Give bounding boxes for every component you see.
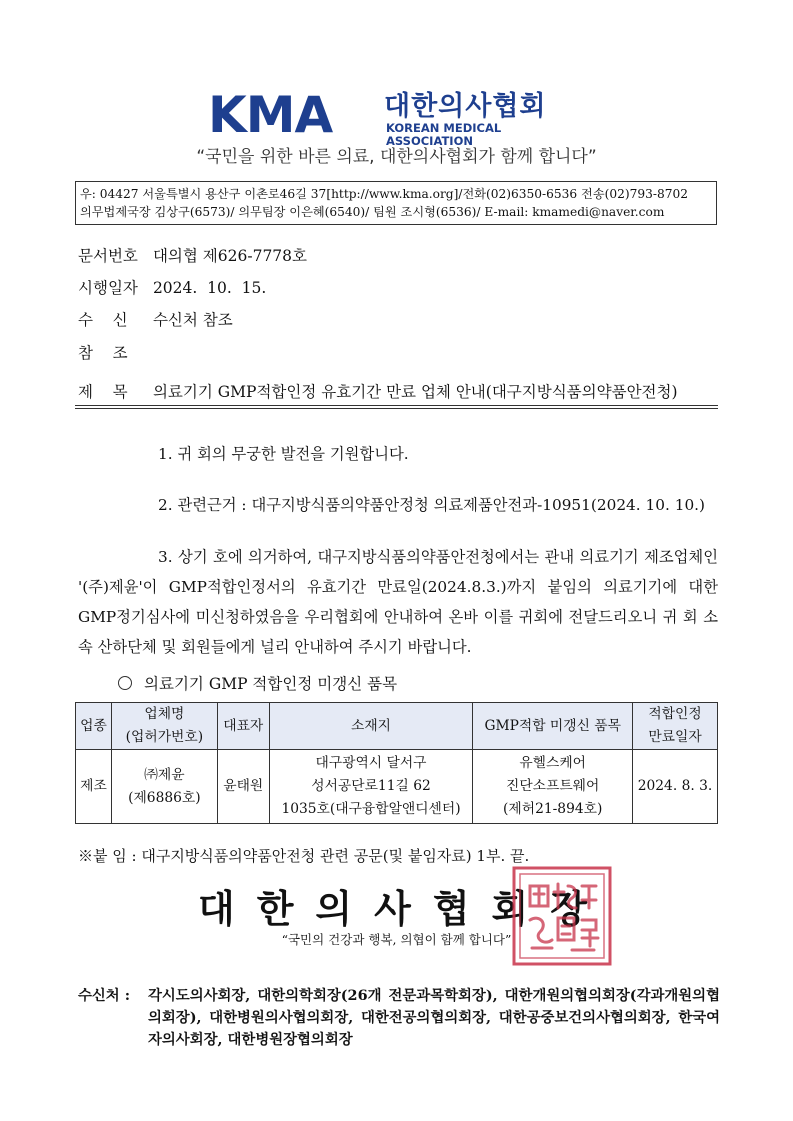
cell-product <box>473 750 633 824</box>
header-expiry-line-1: 적합인정 <box>648 706 702 722</box>
subject-label: 제 목 <box>78 383 128 401</box>
cell-address-line-2: 성서공단로11길 62 <box>311 778 431 794</box>
cell-address <box>269 750 473 824</box>
subject-value: 의료기기 GMP적합인정 유효기간 만료 업체 안내(대구지방식품의약품안전청) <box>152 383 678 401</box>
recipients-label: 수신처 : <box>78 987 131 1004</box>
issue-date-row <box>78 276 266 298</box>
recipients-text: 각시도의사회장, 대한의학회장(26개 전문과목학회장), 대한개원의협의회장(각과개원의협의회장), 대한병원의사협의회장, 대한전공의협의회장, 대한공중보건의사협의회장, 한국여자의사회장, 대한병원장협의회장 <box>148 987 720 1048</box>
header-company-line-1: 업체명 <box>144 706 185 722</box>
paragraph-2 <box>78 490 718 520</box>
paragraph-2-text: 2. 관련근거 : 대구지방식품의약품안정청 의료제품안전과-10951(2024. 10. 10.) <box>158 496 706 514</box>
cell-type: 제조 <box>76 750 112 824</box>
subject-divider <box>75 405 718 409</box>
cell-product-line-1: 유헬스케어 <box>519 755 586 771</box>
header-company-line-2: (업허가번호) <box>125 729 204 745</box>
cell-company-name: ㈜제윤 <box>144 766 185 783</box>
issue-date-value: 2024. 10. 15. <box>152 279 267 297</box>
cell-ceo: 윤태원 <box>217 750 269 824</box>
circle-bullet-icon <box>118 676 132 690</box>
cell-expiry: 2024. 8. 3. <box>633 750 718 824</box>
recipient-row <box>78 308 233 330</box>
subject-row <box>78 380 678 402</box>
logo-org-name-en: KOREAN MEDICAL ASSOCIATION <box>386 121 502 148</box>
document-number-label: 문서번호 <box>78 247 138 265</box>
cell-company-license: (제6886호) <box>128 789 201 806</box>
motto: “국민을 위한 바른 의료, 대한의사협회가 함께 합니다” <box>196 147 597 167</box>
header-expiry-line-2: 만료일자 <box>648 729 702 745</box>
kma-logo <box>208 86 588 148</box>
cell-product-line-2: 진단소프트웨어 <box>506 778 600 794</box>
logo-org-name-ko: 대한의사협회 <box>384 91 547 122</box>
table-heading-text: 의료기기 GMP 적합인정 미갱신 품목 <box>144 675 398 693</box>
cell-address-line-1: 대구광역시 달서구 <box>315 755 427 771</box>
header-type: 업종 <box>76 703 112 750</box>
attachment-note: ※붙 임 : 대구지방식품의약품안전청 관련 공문(및 붙임자료) 1부. 끝. <box>78 847 530 865</box>
paragraph-3 <box>78 542 718 662</box>
table-header-row <box>76 703 718 750</box>
paragraph-1 <box>78 439 718 469</box>
contact-line-1: 우: 04427 서울특별시 용산구 이촌로46길 37[http://www.kma.org]/전화(02)6350-6536 전송(02)793-8702 <box>80 187 689 201</box>
cell-company <box>111 750 217 824</box>
table-heading <box>118 672 397 694</box>
contact-line-2: 의무법제국장 김상구(6573)/ 의무팀장 이은혜(6540)/ 팀원 조시형(6536)/ E-mail: kmamedi@naver.com <box>80 205 665 219</box>
recipient-label: 수 신 <box>78 311 128 329</box>
document-number-value: 대의협 제626-7778호 <box>152 247 307 265</box>
issue-date-label: 시행일자 <box>78 279 138 297</box>
logo-kma-text: KMA <box>208 86 333 144</box>
gmp-table <box>75 702 718 824</box>
official-seal-icon <box>510 864 614 968</box>
header-product: GMP적합 미갱신 품목 <box>473 703 633 750</box>
contact-box <box>75 181 717 225</box>
sender-title: 대한의사협회장 <box>198 886 609 931</box>
table-row <box>76 750 718 824</box>
paragraph-3-text: 3. 상기 호에 의거하여, 대구지방식품의약품안전청에서는 관내 의료기기 제조업체인 '(주)제윤'이 GMP적합인정서의 유효기간 만료일(2024.8.3.)까지 붙임의 의료기기에 대한 GMP정기심사에 미신청하였음을 우리협회에 안내하여 온바 이를 귀회에 전달드리오니 귀 회 소속 산하단체 및 회원들에게 널리 안내하여 주시기 바랍니다. <box>78 548 718 656</box>
header-ceo: 대표자 <box>217 703 269 750</box>
cell-product-line-3: (제허21-894호) <box>503 801 603 817</box>
cell-address-line-3: 1035호(대구융합알앤디센터) <box>281 801 461 817</box>
paragraph-1-text: 1. 귀 회의 무궁한 발전을 기원합니다. <box>158 445 409 463</box>
recipient-value: 수신처 참조 <box>152 311 233 329</box>
reference-row <box>78 341 148 363</box>
header-expiry <box>633 703 718 750</box>
document-number-row <box>78 244 307 266</box>
header-address: 소재지 <box>269 703 473 750</box>
reference-label: 참 조 <box>78 344 128 362</box>
header-company <box>111 703 217 750</box>
slogan: “국민의 건강과 행복, 의협이 함께 합니다” <box>281 932 512 947</box>
